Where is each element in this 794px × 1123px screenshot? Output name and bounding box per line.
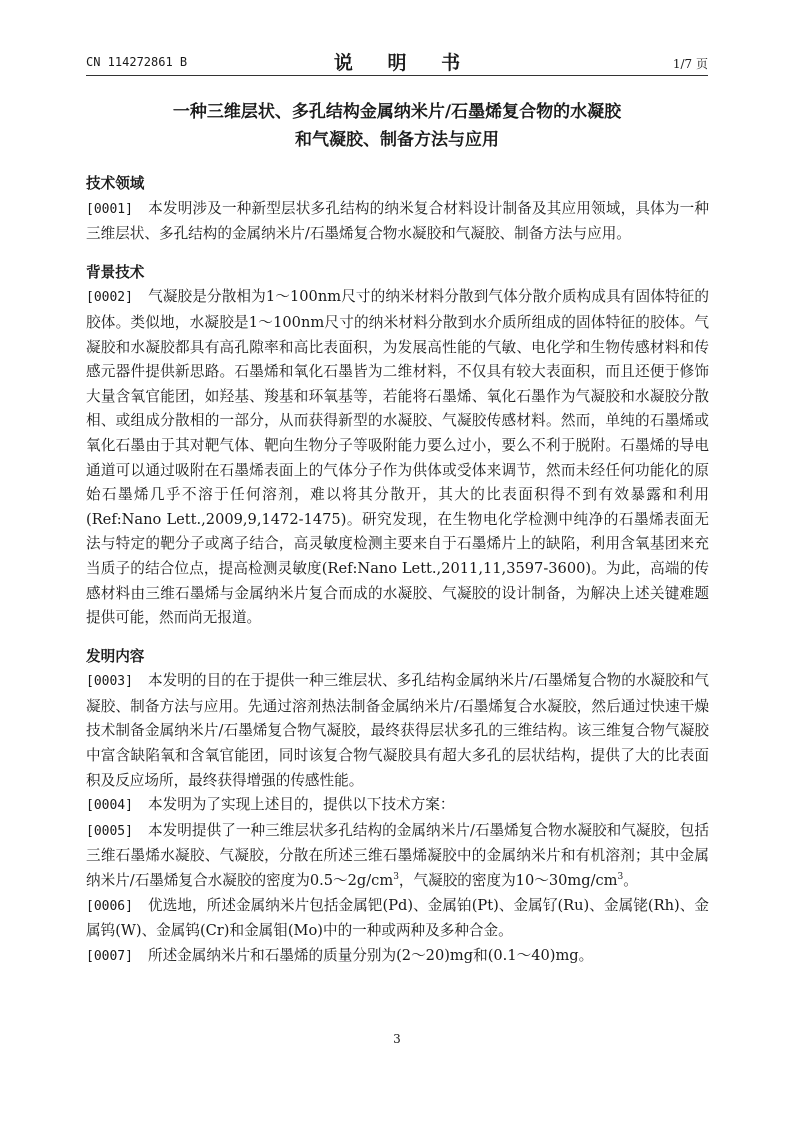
title-line-1: 一种三维层状、多孔结构金属纳米片/石墨烯复合物的水凝胶 — [172, 102, 622, 122]
paragraph-text: 。 — [623, 872, 638, 890]
superscript: 3 — [393, 872, 399, 883]
paragraph-0007 — [86, 944, 709, 970]
paragraph-number: [0003] — [86, 674, 133, 690]
paragraph-text: 本发明为了实现上述目的，提供以下技术方案： — [148, 796, 455, 814]
section-heading-summary: 发明内容 — [86, 647, 145, 665]
paragraph-number: [0001] — [86, 201, 133, 217]
title-line-2: 和气凝胶、制备方法与应用 — [295, 130, 499, 150]
paragraph-text: 本发明提供了一种三维层状多孔结构的金属纳米片/石墨烯复合物水凝胶和气凝胶，包括三维石墨烯水凝胶、气凝胶，分散在所述三维石墨烯凝胶中的金属纳米片和有机溶剂；其中金属纳米片/石墨烯复合水凝胶的密度为0.5～2g/cm — [86, 821, 709, 890]
paragraph-0006 — [86, 894, 709, 944]
paragraph-0002 — [86, 285, 709, 630]
publication-number: CN 114272861 B — [86, 55, 188, 69]
paragraph-text: 本发明涉及一种新型层状多孔结构的纳米复合材料设计制备及其应用领域，具体为一种三维层状、多孔结构的金属纳米片/石墨烯复合物水凝胶和气凝胶、制备方法与应用。 — [86, 199, 709, 243]
page-header — [86, 48, 708, 74]
header-divider — [86, 75, 708, 76]
paragraph-text: 本发明的目的在于提供一种三维层状、多孔结构金属纳米片/石墨烯复合物的水凝胶和气凝胶、制备方法与应用。先通过溶剂热法制备金属纳米片/石墨烯复合水凝胶，然后通过快速干燥技术制备金属纳米片/石墨烯复合物气凝胶，最终获得层状多孔的三维结构。该三维复合物气凝胶中富含缺陷氧和含氧官能团，同时该复合物气凝胶具有超大多孔的层状结构，提供了大的比表面积及反应场所，最终获得增强的传感性能。 — [86, 672, 709, 789]
superscript: 3 — [617, 872, 624, 883]
paragraph-text: 气凝胶是分散相为1～100nm尺寸的纳米材料分散到气体分散介质构成具有固体特征的胶体。类似地，水凝胶是1～100nm尺寸的纳米材料分散到水介质所组成的固体特征的胶体。气凝胶和水凝胶都具有高孔隙率和高比表面积，为发展高性能的气敏、电化学和生物传感材料和传感元器件提供新思路。石墨烯和氧化石墨皆为二维材料，不仅具有较大表面积，而且还便于修饰大量含氧官能团，如羟基、羧基和环氧基等，若能将石墨烯、氧化石墨作为气凝胶和水凝胶分散相、或组成分散相的一部分，从而获得新型的水凝胶、气凝胶传感材料。然而，单纯的石墨烯或氧化石墨由于其对靶气体、靶向生物分子等吸附能力要么过小，要么不利于脱附。石墨烯的导电通道可以通过吸附在石墨烯表面上的气体分子作为供体或受体来调节，然而未经任何功能化的原始石墨烯几乎不溶于任何溶剂，难以将其分散开，其大的比表面积得不到有效暴露和利用(Ref:Nano Lett.,2009,9,1472-1475)。研究发现，在生物电化学检测中纯净的石墨烯表面无法与特定的靶分子或离子结合，高灵敏度检测主要来自于石墨烯片上的缺陷，利用含氧基团来充当质子的结合位点，提高检测灵敏度(Ref:Nano Lett.,2011,11,3597-3600)。为此，高端的传感材料由三维石墨烯与金属纳米片复合而成的水凝胶、气凝胶的设计制备，为解决上述关键难题提供可能，然而尚无报道。 — [86, 288, 709, 627]
document-title — [86, 98, 708, 154]
document-body — [86, 172, 709, 969]
paragraph-number: [0005] — [86, 823, 133, 839]
paragraph-0001 — [86, 197, 709, 247]
page-label: 1/7 页 — [672, 57, 708, 71]
paragraph-0005 — [86, 819, 709, 894]
paragraph-0003 — [86, 669, 709, 793]
page-number: 3 — [393, 1032, 401, 1046]
paragraph-number: [0002] — [86, 290, 133, 306]
paragraph-text: 所述金属纳米片和石墨烯的质量分别为(2～20)mg和(0.1～40)mg。 — [148, 946, 594, 964]
paragraph-text: 优选地，所述金属纳米片包括金属钯(Pd)、金属铂(Pt)、金属钌(Ru)、金属铑(Rh)、金属钨(W)、金属钨(Cr)和金属钼(Mo)中的一种或两种及多种合金。 — [86, 896, 709, 940]
paragraph-0004 — [86, 793, 709, 819]
document-type: 说 明 书 — [333, 52, 475, 74]
paragraph-text: ，气凝胶的密度为10～30mg/cm — [398, 872, 618, 890]
paragraph-number: [0006] — [86, 898, 133, 914]
section-heading-background: 背景技术 — [86, 263, 145, 281]
section-heading-field: 技术领域 — [86, 175, 145, 192]
paragraph-number: [0007] — [86, 948, 133, 964]
paragraph-number: [0004] — [86, 798, 133, 814]
